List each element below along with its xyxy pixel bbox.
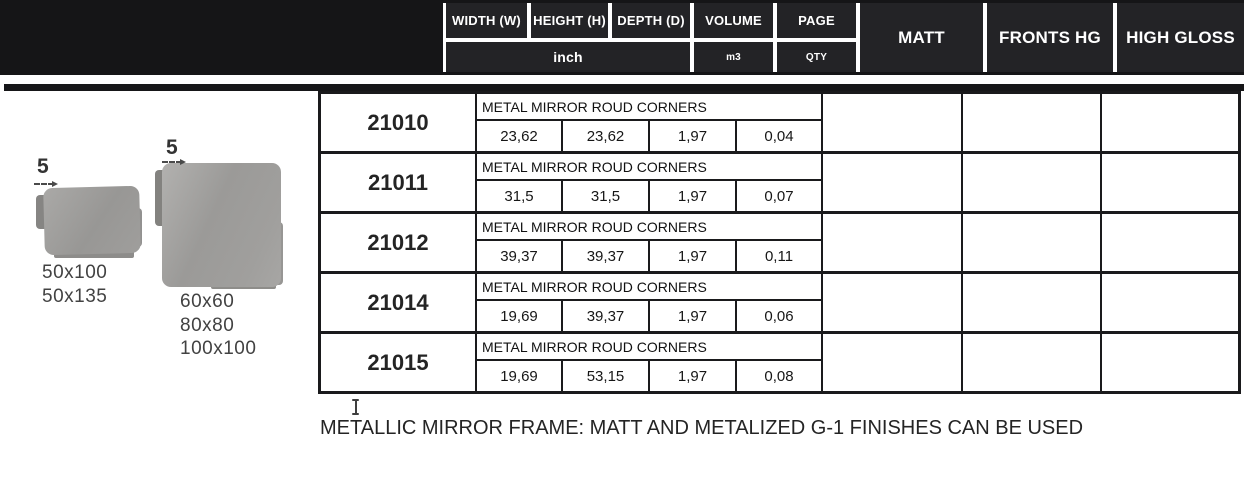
fronts-hg-cell xyxy=(963,274,1102,331)
product-description: METAL MIRROR ROUD CORNERS xyxy=(477,94,821,121)
product-description: METAL MIRROR ROUD CORNERS xyxy=(477,274,821,301)
volume-value: 0,06 xyxy=(764,307,794,325)
product-detail-cell xyxy=(477,334,823,391)
width-value: 31,5 xyxy=(477,181,563,211)
size-label: 80x80 xyxy=(180,314,235,336)
footnote: METALLIC MIRROR FRAME: MATT AND METALIZED G-1 FINISHES CAN BE USED xyxy=(320,417,1084,439)
product-code-cell: 21010 xyxy=(321,94,477,151)
header-band xyxy=(0,0,1244,75)
volume-value: 0,04 xyxy=(764,127,794,145)
depth-value: 1,97 xyxy=(650,301,737,331)
width-value: 19,69 xyxy=(477,301,563,331)
table-row xyxy=(321,271,1238,331)
column-header-matt: MATT xyxy=(860,3,983,72)
size-labels xyxy=(42,261,107,308)
divider-strip xyxy=(4,84,1244,91)
matt-cell xyxy=(823,214,963,271)
product-detail-cell xyxy=(477,214,823,271)
fronts-hg-cell xyxy=(963,154,1102,211)
volume-value: 0,08 xyxy=(764,367,794,385)
volume-value: 0,11 xyxy=(764,247,794,265)
product-values-row xyxy=(477,361,821,391)
product-description: METAL MIRROR ROUD CORNERS xyxy=(477,154,821,181)
depth-arrow-icon xyxy=(34,183,54,185)
product-code-cell: 21012 xyxy=(321,214,477,271)
table-row xyxy=(321,211,1238,271)
frame-depth-label: 5 xyxy=(37,155,49,178)
matt-cell xyxy=(823,154,963,211)
high-gloss-cell xyxy=(1102,334,1238,391)
mirror-face xyxy=(162,163,281,287)
unit-header-qty: QTY xyxy=(777,42,856,72)
high-gloss-cell xyxy=(1102,154,1238,211)
product-description: METAL MIRROR ROUD CORNERS xyxy=(477,214,821,241)
size-label: 50x100 xyxy=(42,262,108,283)
fronts-hg-cell xyxy=(963,334,1102,391)
high-gloss-cell xyxy=(1102,274,1238,331)
column-header-page: PAGE xyxy=(777,3,856,38)
matt-cell xyxy=(823,334,963,391)
frame-depth-label: 5 xyxy=(166,136,178,159)
height-value: 39,37 xyxy=(563,301,650,331)
product-code-cell: 21011 xyxy=(321,154,477,211)
width-value: 23,62 xyxy=(477,121,563,151)
product-table xyxy=(318,91,1241,394)
depth-arrow-icon xyxy=(162,161,182,163)
fronts-hg-cell xyxy=(963,94,1102,151)
matt-cell xyxy=(823,274,963,331)
text-cursor-icon xyxy=(351,399,360,415)
column-header-high-gloss: HIGH GLOSS xyxy=(1117,3,1244,72)
height-value: 53,15 xyxy=(563,361,650,391)
product-detail-cell xyxy=(477,274,823,331)
height-value: 39,37 xyxy=(563,241,650,271)
height-value: 23,62 xyxy=(563,121,650,151)
height-value: 31,5 xyxy=(563,181,650,211)
high-gloss-cell xyxy=(1102,214,1238,271)
column-header-height: HEIGHT (H) xyxy=(531,3,608,38)
table-row xyxy=(321,94,1238,151)
width-value: 19,69 xyxy=(477,361,563,391)
product-detail-cell xyxy=(477,154,823,211)
column-header-fronts-hg: FRONTS HG xyxy=(987,3,1113,72)
unit-header-m3: m3 xyxy=(694,42,773,72)
size-label: 60x60 xyxy=(180,291,235,312)
size-label: 50x135 xyxy=(42,285,108,307)
mirror-face xyxy=(43,186,141,255)
depth-value: 1,97 xyxy=(650,241,737,271)
column-header-width: WIDTH (W) xyxy=(446,3,527,38)
product-code-cell: 21014 xyxy=(321,274,477,331)
depth-value: 1,97 xyxy=(650,361,737,391)
product-code-cell: 21015 xyxy=(321,334,477,391)
depth-value: 1,97 xyxy=(650,121,737,151)
product-values-row xyxy=(477,121,821,151)
high-gloss-cell xyxy=(1102,94,1238,151)
column-header-depth: DEPTH (D) xyxy=(612,3,690,38)
table-row xyxy=(321,331,1238,391)
product-detail-cell xyxy=(477,94,823,151)
fronts-hg-cell xyxy=(963,214,1102,271)
size-labels xyxy=(180,290,256,361)
product-values-row xyxy=(477,301,821,331)
product-description: METAL MIRROR ROUD CORNERS xyxy=(477,334,821,361)
width-value: 39,37 xyxy=(477,241,563,271)
product-values-row xyxy=(477,181,821,211)
unit-header-inch: inch xyxy=(446,42,690,72)
table-row xyxy=(321,151,1238,211)
matt-cell xyxy=(823,94,963,151)
depth-value: 1,97 xyxy=(650,181,737,211)
product-values-row xyxy=(477,241,821,271)
size-label: 100x100 xyxy=(180,338,257,359)
volume-value: 0,07 xyxy=(764,187,794,205)
column-header-volume: VOLUME xyxy=(694,3,773,38)
